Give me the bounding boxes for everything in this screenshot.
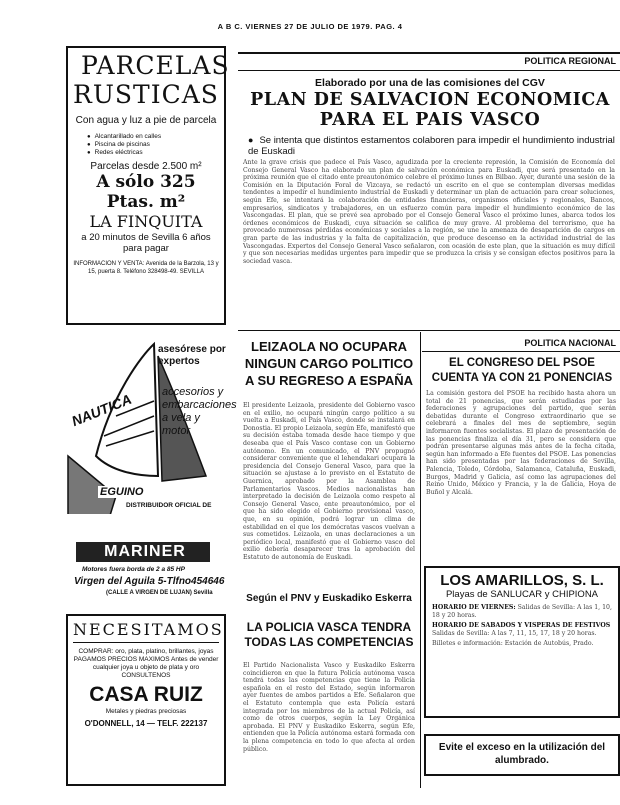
ad-egunno: EGUINO: [100, 486, 144, 498]
divider: [238, 70, 620, 71]
ad-casa-address: O'DONNELL, 14 — TELF. 222137: [84, 719, 208, 728]
schedule-label: HORARIO DE VIERNES:: [432, 604, 516, 611]
ad-los-amarillos: [424, 566, 620, 718]
article-headline: PLAN DE SALVACION ECONOMICA PARA EL PAIS VASCO: [250, 90, 610, 130]
article-kicker: Elaborado por una de las comisiones del CGV: [315, 77, 545, 89]
divider: [238, 52, 620, 54]
ad-info: INFORMACION Y VENTA: Avenida de la Barzola, 13 y 15, puerta 8. Teléfono 328498-49. SEVILLA: [73, 261, 219, 275]
list-item: ● Redes eléctricas: [87, 149, 219, 157]
divider: [420, 332, 421, 788]
amarillos-sub: Playas de SANLUCAR y CHIPIONA: [445, 589, 599, 600]
divider: [238, 330, 620, 331]
ad-asesorese: asesórese por expertos: [158, 344, 226, 367]
amarillos-schedule: [432, 604, 612, 648]
leizaola-headline: LEIZAOLA NO OCUPARA NINGUN CARGO POLITICO A SU REGRESO A ESPAÑA: [244, 339, 414, 388]
article-body: Ante la grave crisis que padece el País Vasco, agudizada por la creciente represión, la Comisión de Economía del Consejo General Vasco ha elaborado un plan de salvación económica para Euskadi, que será presentado en la próxima reunión que el citado ente preautonómico celebre el próximo lunes en Bilbao. Ayer, durante una sesión de la Comisión en la Diputación Foral de Vizcaya, se redactó un escrito en el que se contemplan diversas medidas tendentes a impedir el hundimiento industrial de Euskadi y determinar un plan de actuación para crear soluciones, según Efe, se intentará la colaboración de entidades financieras, organismos oficiales y regionales, Bancos, empresarios, sindicatos y trabajadores, en un esfuerzo común para impedir el hundimiento económico de las Vascongadas. El plan, que se prevé sea aprobado por el Consejo General Vasco el próximo lunes, abarca todos los órdenes económicos de Euskadi, cuya situación se califica de muy grave. Al problema del terrorismo, que ha provocado numerosas pérdidas económicas y sociales a la región, se une la amenaza de desaparición de cargos en gran parte de las industrias y la falta de capitalización, que produce descenso en la actividad industrial de las Vascongadas. Expertos del Consejo General Vasco señalaron, con ocasión de este plan, que la situación es muy difícil y que son necesarias medidas urgentes para impedir que se produzca la crisis y se consigan efectos positivos para la sociedad vasca.: [243, 159, 615, 265]
leizaola-body: El presidente Leizaola, presidente del Gobierno vasco en el exilio, no ocupará ningún cargo político a su vuelta a Euskadi, el País Vasco, donde se instalará en Donostia. El propio Leizaola, según Efe, manifestó que su decisión estaba tomada desde hace tiempo y que deseaba que el País Vasco contase con un Gobierno autónomo. En un comunicado, el PNV propugnó considerar conveniente que el lehendakari ocupara la presidencia del Consejo General Vasco, para que la situación se ajustase a lo previsto en el Estatuto de Guernica, aprobado por la Asamblea de Parlamentarios Vascos. Medios nacionalistas han interpretado la decisión de Leizaola como respeto al Consejo General Vasco, ente preautonómico, por el que ha sido elegido el Gobierno provisional vasco, que, en su opinión, podrá lograr un clima de estabilidad en el que los demócratas vascos vuelvan a sus cometidos. Leizaola, en unas declaraciones a un periódico local, manifestó que el Gobierno vasco del exilio debería desaparecer tras la aprobación del Estatuto de autonomía de Euskadi.: [243, 402, 415, 561]
psoe-headline: EL CONGRESO DEL PSOE CUENTA YA CON 21 PONENCIAS: [431, 357, 613, 384]
list-item: ● Alcantarillado en calles: [87, 133, 219, 141]
ad-sevilla: (CALLE A VIRGEN DE LUJAN) Sevilla: [106, 590, 213, 596]
ad-casa-ruiz-name: CASA RUIZ: [89, 683, 203, 706]
ad-address: Virgen del Aguila 5-Tlfno454646: [74, 576, 225, 587]
notice-alumbrado: Evite el exceso en la utilización del alumbrado.: [424, 734, 620, 776]
ad-parcelas-rusticas: [66, 46, 230, 325]
ad-desde: Parcelas desde 2.500 m²: [90, 161, 202, 172]
ad-title-rusticas: RUSTICAS: [73, 80, 219, 109]
ad-finquita: LA FINQUITA: [89, 212, 203, 231]
ad-brand-nautica: NAUTICA: [69, 390, 134, 430]
divider: [422, 351, 620, 352]
psoe-body: La comisión gestora del PSOE ha recibido hasta ahora un total de 21 ponencias, que serán estudiadas por las federaciones y agrupaciones del partido, que serán debatidas durante el Congreso extraordinario que se celebrará a finales del mes de septiembre, según informaron fuentes socialistas. El plazo de presentación de las ponencias finaliza el día 31, pero se considera que podrán presentarse algunas más antes de la fecha citada, según han informado a Efe fuentes del PSOE. Las ponencias han sido presentadas por las federaciones de Sevilla, Palencia, Toledo, Córdoba, Salamanca, Cataluña, Euskadi, Burgos, Madrid y Galicia, así como las agrupaciones del Reino Unido, México y Francia, y la de Galicia, Hoya de Buñol y Alcalá.: [426, 390, 616, 496]
schedule-text: Billetes e información: Estación de Autobús, Prado.: [432, 640, 594, 648]
section-politica-regional: POLITICA REGIONAL: [524, 56, 616, 66]
article-deck: ● Se intenta que distintos estamentos colaboren para impedir el hundimiento industrial de Euskadi: [248, 135, 620, 157]
amarillos-title: LOS AMARILLOS, S. L.: [440, 572, 604, 589]
ad-casa-ruiz: [66, 614, 226, 786]
list-item: [432, 622, 612, 637]
ad-features-list: [87, 133, 219, 157]
pnv-headline: LA POLICIA VASCA TENDRA TODAS LAS COMPETENCIAS: [244, 620, 414, 649]
ad-minutos: a 20 minutos de Sevilla 6 años para pagar: [81, 232, 211, 254]
schedule-label: HORARIO DE SABADOS Y VISPERAS DE FESTIVOS: [432, 622, 611, 630]
pnv-body: El Partido Nacionalista Vasco y Euskadiko Eskerra coincidieron en que la futura Policía autónoma vasca tendrá todas las competencias que tiene la Policía española en el resto del Estado, según informaron ayer fuentes de ambos partidos a Efe. Señalaron que el Estatuto contempla que esta Policía estará integrada por los miembros de la actual Policía, así como de otros cuerpos, según la Ley Orgánica aprobada. El PNV y Euskadiko Eskerra, según Efe, entienden que la Policía autónoma estará formada con la plena competencia en todo lo que afecta al orden público.: [243, 662, 415, 753]
ad-metales: Metales y piedras preciosas: [105, 708, 187, 715]
list-item: [432, 640, 612, 648]
pnv-kicker: Según el PNV y Euskadiko Eskerra: [246, 593, 412, 604]
ad-accesorios: accesorios y embarcaciones a vela y motor: [162, 386, 237, 437]
ad-mariner: MARINER: [104, 543, 186, 560]
ad-distribuidor: DISTRIBUIDOR OFICIAL DE: [126, 502, 212, 509]
schedule-text: Salidas de Sevilla: A las 1, 10, 18 y 20 horas.: [432, 604, 612, 619]
ad-motores: Motores fuera borda de 2 a 85 HP: [82, 566, 185, 573]
section-politica-nacional: POLITICA NACIONAL: [524, 338, 616, 348]
ad-nautica: [66, 336, 237, 606]
ad-title-parcelas: PARCELAS: [81, 51, 230, 80]
list-item: ● Piscina de piscinas: [87, 141, 219, 149]
ad-precio: A sólo 325 Ptas. m²: [96, 172, 196, 212]
page-header: A B C. VIERNES 27 DE JULIO DE 1979. PAG. 4: [217, 22, 403, 31]
list-item: [432, 604, 612, 619]
ad-compra-lines: COMPRAR: oro, plata, platino, brillantes, joyas PAGAMOS PRECIOS MAXIMOS Antes de vender cualquier joya u objeto de plata y oro CONSULTENOS: [73, 648, 219, 679]
schedule-text: Salidas de Sevilla: A las 7, 11, 15, 17, 18 y 20 horas.: [432, 629, 597, 637]
ad-necesitamos: NECESITAMOS: [73, 620, 219, 643]
ad-agua-luz: Con agua y luz a pie de parcela: [75, 115, 217, 126]
